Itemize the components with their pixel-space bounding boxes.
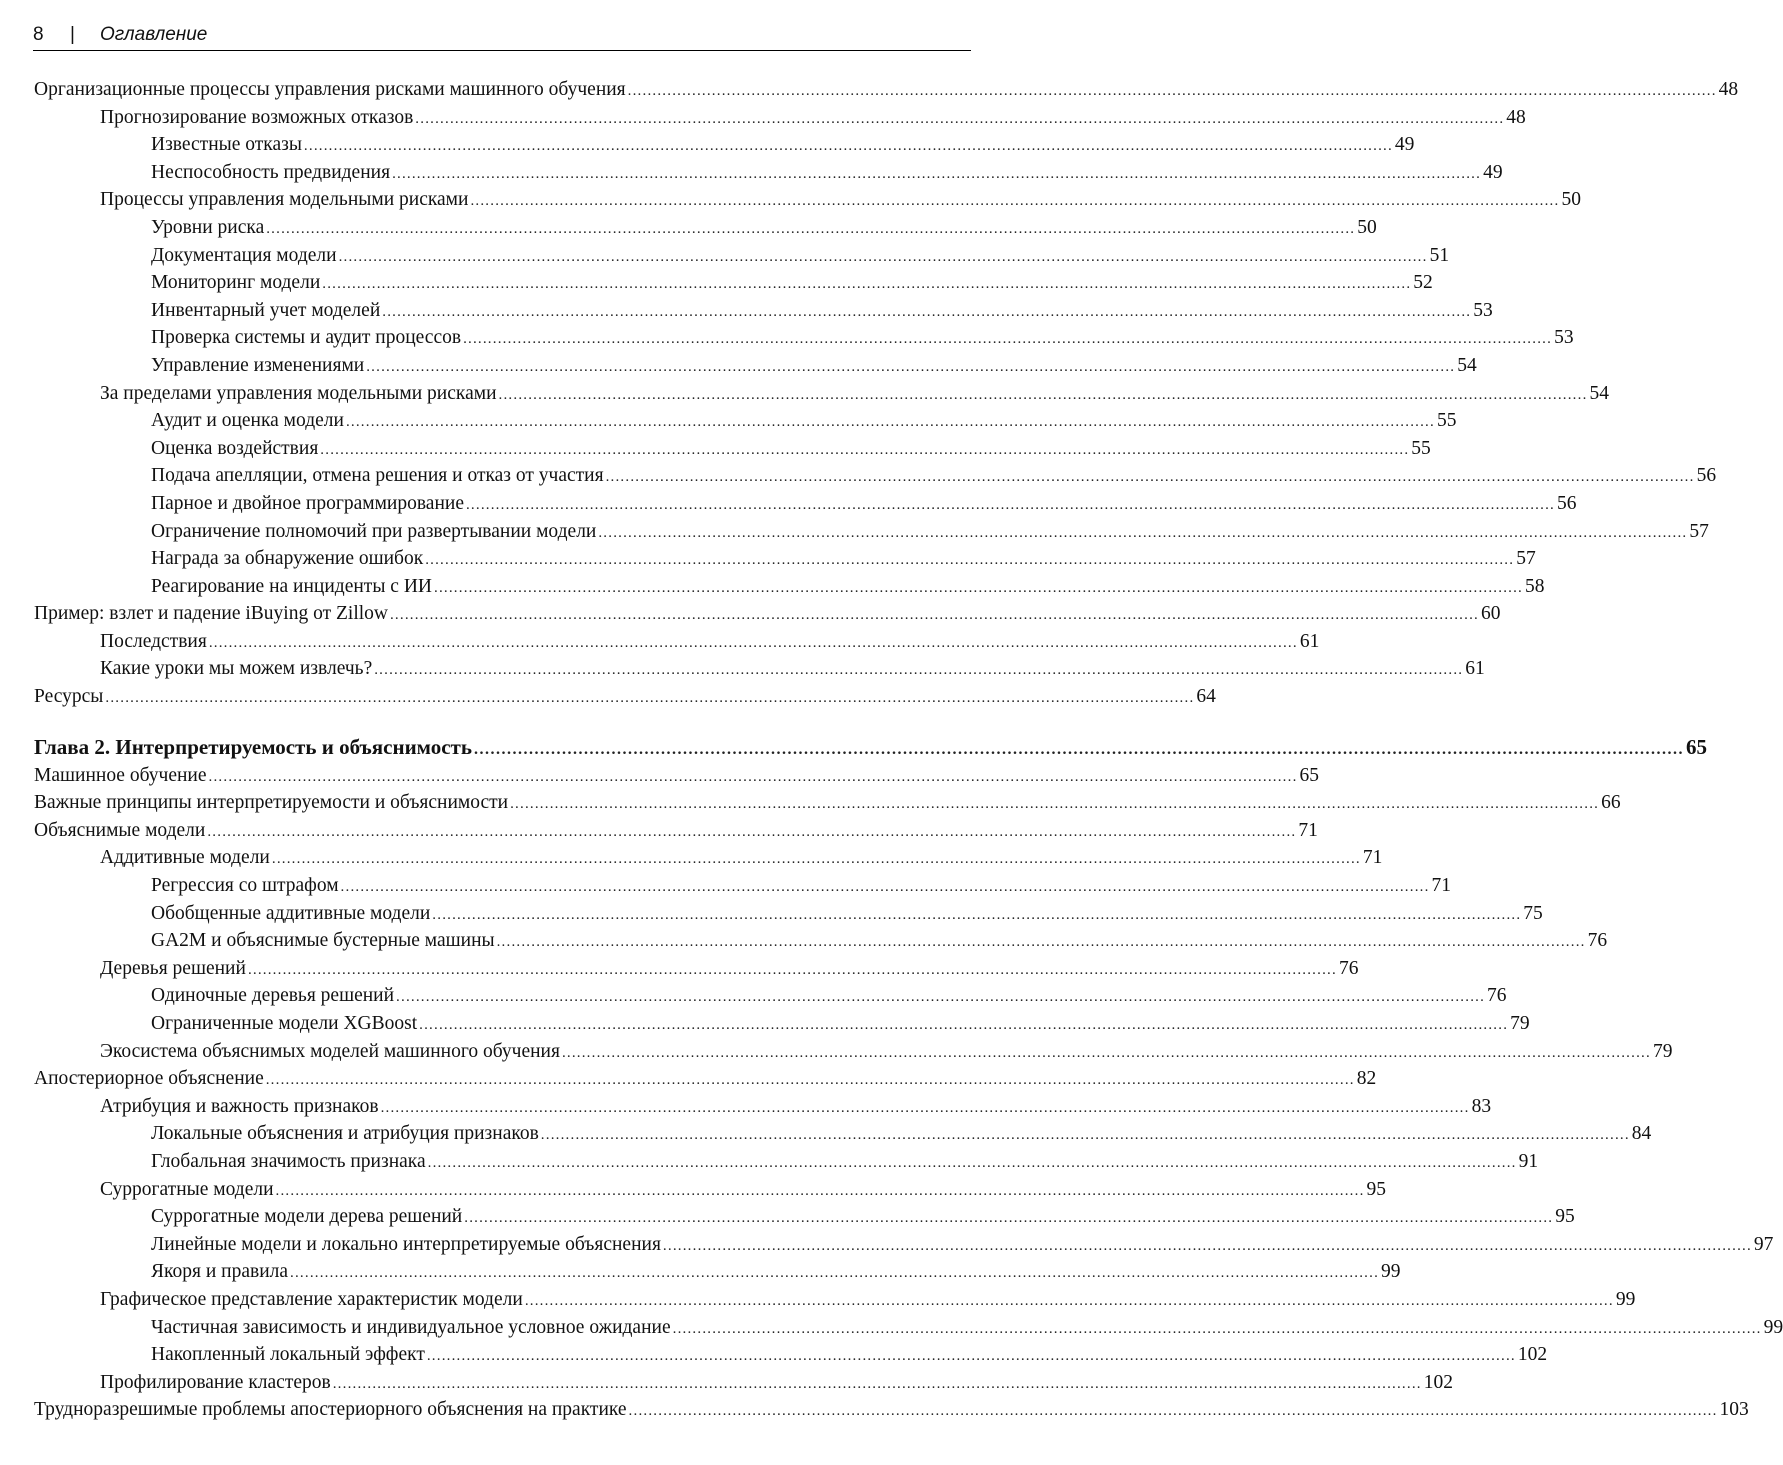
- dot-leader: ............................................................................................................................................................................................................................: [425, 552, 1515, 569]
- dot-leader: ............................................................................................................................................................................................................................: [340, 879, 1430, 896]
- toc-entry-page: 75: [1523, 902, 1543, 924]
- toc-entry-title: Экосистема объяснимых моделей машинного обучения: [100, 1040, 560, 1062]
- toc-entry[interactable]: [34, 600, 1501, 628]
- toc-entry-title: Одиночные деревья решений: [151, 985, 395, 1007]
- dot-leader: ............................................................................................................................................................................................................................: [465, 496, 1555, 513]
- dot-leader: ............................................................................................................................................................................................................................: [415, 110, 1505, 127]
- toc-entry[interactable]: [34, 462, 1717, 490]
- toc-entry[interactable]: [34, 1203, 1575, 1231]
- dot-leader: ............................................................................................................................................................................................................................: [247, 961, 1337, 978]
- toc-entry[interactable]: [34, 1258, 1401, 1286]
- toc-entry-title: За пределами управления модельными рисками: [100, 382, 497, 404]
- dot-leader: ............................................................................................................................................................................................................................: [322, 276, 1412, 293]
- dot-leader: ............................................................................................................................................................................................................................: [498, 386, 1588, 403]
- toc-entry-title: Атрибуция и важность признаков: [100, 1095, 379, 1117]
- toc-entry-title: Регрессия со штрафом: [151, 875, 339, 897]
- toc-entry-page: 65: [1685, 734, 1707, 759]
- dot-leader: ............................................................................................................................................................................................................................: [561, 1044, 1651, 1061]
- toc-entry-page: 54: [1457, 354, 1477, 376]
- dot-leader: ............................................................................................................................................................................................................................: [432, 906, 1522, 923]
- toc-entry[interactable]: [34, 1010, 1530, 1038]
- toc-entry[interactable]: [34, 490, 1577, 518]
- toc-entry-title: Обобщенные аддитивные модели: [151, 902, 431, 924]
- toc-chapter-entry[interactable]: [34, 732, 1707, 762]
- toc-entry-page: 61: [1299, 630, 1320, 652]
- toc-entry-title: Известные отказы: [151, 134, 302, 156]
- dot-leader: ............................................................................................................................................................................................................................: [524, 1292, 1614, 1309]
- toc-entry-title: Апостериорное объяснение: [34, 1068, 264, 1090]
- toc-entry-page: 76: [1338, 957, 1359, 979]
- dot-leader: ............................................................................................................................................................................................................................: [662, 1237, 1752, 1254]
- toc-entry-title: Подача апелляции, отмена решения и отказ от участия: [151, 465, 604, 487]
- toc-entry[interactable]: [34, 1148, 1539, 1176]
- toc-entry[interactable]: [34, 1369, 1453, 1397]
- toc-entry-title: Аддитивные модели: [100, 847, 270, 869]
- toc-entry-title: Накопленный локальный эффект: [151, 1344, 425, 1366]
- toc-entry[interactable]: [34, 872, 1452, 900]
- dot-leader: ............................................................................................................................................................................................................................: [266, 220, 1356, 237]
- dot-leader: ............................................................................................................................................................................................................................: [496, 934, 1586, 951]
- dot-leader: ............................................................................................................................................................................................................................: [345, 414, 1435, 431]
- toc-entry-page: 102: [1517, 1344, 1548, 1366]
- dot-leader: ............................................................................................................................................................................................................................: [207, 823, 1297, 840]
- toc-entry[interactable]: [34, 982, 1507, 1010]
- dot-leader: ............................................................................................................................................................................................................................: [332, 1375, 1422, 1392]
- dot-leader: ............................................................................................................................................................................................................................: [605, 469, 1695, 486]
- toc-entry[interactable]: [34, 1341, 1548, 1369]
- dot-leader: ............................................................................................................................................................................................................................: [275, 1182, 1365, 1199]
- dot-leader: ............................................................................................................................................................................................................................: [208, 768, 1298, 785]
- toc-entry[interactable]: [34, 186, 1581, 214]
- dot-leader: ............................................................................................................................................................................................................................: [271, 851, 1361, 868]
- toc-entry[interactable]: [34, 131, 1415, 159]
- toc-entry-page: 82: [1356, 1068, 1377, 1090]
- toc-entry-title: Награда за обнаружение ошибок: [151, 548, 424, 570]
- toc-entry-title: Неспособность предвидения: [151, 161, 391, 183]
- dot-leader: ............................................................................................................................................................................................................................: [382, 303, 1472, 320]
- dot-leader: ............................................................................................................................................................................................................................: [463, 331, 1553, 348]
- toc-entry[interactable]: [34, 269, 1433, 297]
- toc-entry-title: Последствия: [100, 630, 207, 652]
- toc-entry-page: 51: [1429, 244, 1450, 266]
- toc-entry-page: 71: [1431, 875, 1452, 897]
- toc-entry-page: 49: [1483, 161, 1503, 183]
- toc-entry-title: Суррогатные модели: [100, 1178, 274, 1200]
- dot-leader: ............................................................................................................................................................................................................................: [434, 579, 1523, 596]
- toc-entry[interactable]: [34, 104, 1526, 132]
- toc-entry-title: Уровни риска: [151, 216, 265, 238]
- toc-entry[interactable]: [34, 407, 1457, 435]
- dot-leader: ............................................................................................................................................................................................................................: [265, 1072, 1355, 1089]
- toc-entry-title: Графическое представление характеристик модели: [100, 1288, 523, 1310]
- toc-entry-title: Ограниченные модели XGBoost: [151, 1013, 418, 1034]
- toc-entry[interactable]: [34, 324, 1574, 352]
- toc-entry[interactable]: [34, 1093, 1492, 1121]
- toc-entry-page: 57: [1516, 548, 1536, 570]
- toc-entry[interactable]: [34, 1396, 1749, 1424]
- toc-entry-title: Ресурсы: [34, 686, 104, 708]
- dot-leader: ............................................................................................................................................................................................................................: [396, 989, 1486, 1006]
- dot-leader: ............................................................................................................................................................................................................................: [105, 690, 1195, 707]
- toc-entry[interactable]: [34, 900, 1543, 928]
- dot-leader: ............................................................................................................................................................................................................................: [628, 1403, 1718, 1420]
- toc-entry[interactable]: [34, 844, 1383, 872]
- toc-entry-page: 54: [1589, 382, 1610, 404]
- toc-entry-title: Глобальная значимость признака: [151, 1150, 426, 1172]
- toc-entry[interactable]: [34, 242, 1450, 270]
- toc-entry-page: 79: [1510, 1013, 1530, 1034]
- toc-entry-page: 61: [1465, 658, 1485, 680]
- toc-entry-page: 99: [1763, 1316, 1783, 1338]
- toc-entry[interactable]: [34, 76, 1739, 104]
- toc-entry-title: Линейные модели и локально интерпретируемые объяснения: [151, 1233, 661, 1255]
- toc-entry[interactable]: [34, 1038, 1673, 1066]
- toc-entry-page: 56: [1696, 465, 1717, 487]
- toc-entry-page: 49: [1394, 134, 1415, 156]
- toc-entry-page: 55: [1436, 410, 1457, 432]
- dot-leader: ............................................................................................................................................................................................................................: [470, 193, 1560, 210]
- toc-entry-page: 53: [1473, 299, 1493, 321]
- dot-leader: ............................................................................................................................................................................................................................: [419, 1017, 1509, 1033]
- toc-entry[interactable]: [34, 955, 1359, 983]
- dot-leader: ............................................................................................................................................................................................................................: [510, 796, 1600, 813]
- toc-entry-page: 103: [1719, 1399, 1749, 1421]
- toc-entry-title: Локальные объяснения и атрибуция признаков: [151, 1123, 539, 1145]
- toc-entry-title: Проверка системы и аудит процессов: [151, 327, 462, 349]
- toc-entry-title: Организационные процессы управления рисками машинного обучения: [34, 79, 626, 100]
- toc-entry[interactable]: [34, 1120, 1652, 1148]
- toc-entry-page: 50: [1357, 216, 1377, 238]
- toc-entry-title: Какие уроки мы можем извлечь?: [100, 658, 373, 680]
- dot-leader: ............................................................................................................................................................................................................................: [392, 165, 1482, 182]
- toc-entry-page: 76: [1487, 985, 1507, 1007]
- toc-entry-page: 71: [1362, 847, 1383, 869]
- toc-entry-page: 48: [1718, 79, 1739, 100]
- toc-entry-page: 55: [1411, 437, 1431, 459]
- toc-entry[interactable]: [34, 655, 1485, 683]
- toc-entry-page: 71: [1298, 819, 1318, 841]
- toc-entry[interactable]: [34, 573, 1545, 601]
- toc-entry-page: 56: [1556, 492, 1577, 514]
- toc-entry[interactable]: [34, 628, 1320, 656]
- toc-entry[interactable]: [34, 297, 1493, 325]
- toc-entry-title: Объяснимые модели: [34, 819, 206, 841]
- toc-entry[interactable]: [34, 1286, 1636, 1314]
- toc-entry-title: Профилирование кластеров: [100, 1371, 331, 1393]
- dot-leader: ............................................................................................................................................................................................................................: [208, 634, 1298, 651]
- toc-entry-page: 102: [1423, 1371, 1453, 1393]
- toc-entry-title: Инвентарный учет моделей: [151, 299, 381, 321]
- page-number: 8: [33, 24, 44, 45]
- toc-entry-title: Документация модели: [151, 244, 337, 266]
- toc-entry[interactable]: [34, 435, 1431, 463]
- header-separator: |: [70, 24, 75, 45]
- toc-entry-title: Оценка воздействия: [151, 437, 319, 459]
- toc-entry-title: Деревья решений: [100, 957, 246, 979]
- toc-entry-title: GA2M и объяснимые бустерные машины: [151, 930, 495, 952]
- toc-entry[interactable]: [34, 1176, 1387, 1204]
- toc-entry-page: 53: [1554, 327, 1574, 349]
- toc-entry[interactable]: [34, 1314, 1783, 1342]
- toc-entry[interactable]: [34, 380, 1610, 408]
- toc-entry[interactable]: [34, 817, 1318, 845]
- toc-entry-page: 95: [1366, 1178, 1387, 1200]
- dot-leader: ............................................................................................................................................................................................................................: [426, 1348, 1516, 1365]
- toc-entry-page: 99: [1381, 1261, 1401, 1283]
- toc-entry-title: Пример: взлет и падение iBuying от Zillow: [34, 603, 388, 625]
- toc-entry-title: Якоря и правила: [151, 1261, 289, 1283]
- toc-entry[interactable]: [34, 1065, 1377, 1093]
- dot-leader: ............................................................................................................................................................................................................................: [627, 83, 1717, 99]
- dot-leader: ............................................................................................................................................................................................................................: [473, 740, 1684, 758]
- toc-entry-page: 66: [1601, 792, 1621, 814]
- dot-leader: ............................................................................................................................................................................................................................: [338, 248, 1428, 265]
- dot-leader: ............................................................................................................................................................................................................................: [540, 1127, 1630, 1144]
- toc-entry-title: Мониторинг модели: [151, 272, 321, 294]
- toc-entry[interactable]: [34, 762, 1320, 790]
- toc-entry-page: 83: [1471, 1095, 1492, 1117]
- toc-entry-page: 65: [1299, 764, 1320, 786]
- dot-leader: ............................................................................................................................................................................................................................: [320, 441, 1410, 458]
- toc-entry-page: 52: [1413, 272, 1433, 294]
- toc-entry-page: 91: [1518, 1150, 1539, 1172]
- toc-entry-title: Частичная зависимость и индивидуальное условное ожидание: [151, 1316, 671, 1338]
- toc-entry-page: 76: [1587, 930, 1608, 952]
- dot-leader: ............................................................................................................................................................................................................................: [464, 1210, 1554, 1227]
- toc-entry[interactable]: [34, 214, 1377, 242]
- toc-entry-title: Парное и двойное программирование: [151, 492, 464, 514]
- table-of-contents: [34, 76, 1783, 1424]
- dot-leader: ............................................................................................................................................................................................................................: [290, 1265, 1380, 1282]
- dot-leader: ............................................................................................................................................................................................................................: [427, 1154, 1517, 1171]
- toc-entry[interactable]: [34, 789, 1621, 817]
- toc-entry-title: Аудит и оценка модели: [151, 410, 344, 432]
- dot-leader: ............................................................................................................................................................................................................................: [303, 138, 1393, 155]
- toc-entry-page: 84: [1631, 1123, 1652, 1145]
- toc-entry-title: Процессы управления модельными рисками: [100, 189, 469, 211]
- toc-entry-title: Машинное обучение: [34, 764, 207, 786]
- dot-leader: ............................................................................................................................................................................................................................: [380, 1099, 1470, 1116]
- toc-entry-title: Управление изменениями: [151, 354, 365, 376]
- toc-entry-page: 99: [1615, 1288, 1636, 1310]
- toc-entry-page: 97: [1753, 1233, 1774, 1255]
- toc-entry[interactable]: [34, 927, 1608, 955]
- toc-entry-page: 60: [1480, 603, 1501, 625]
- dot-leader: ............................................................................................................................................................................................................................: [672, 1320, 1762, 1337]
- toc-entry[interactable]: [34, 1231, 1774, 1259]
- toc-entry-page: 58: [1525, 575, 1545, 597]
- toc-entry[interactable]: [34, 545, 1536, 573]
- toc-entry-title: Глава 2. Интерпретируемость и объяснимость: [34, 734, 472, 759]
- dot-leader: ............................................................................................................................................................................................................................: [598, 524, 1688, 541]
- toc-entry[interactable]: [34, 518, 1709, 546]
- toc-entry-title: Трудноразрешимые проблемы апостериорного объяснения на практике: [34, 1399, 627, 1421]
- section-title: Оглавление: [100, 24, 208, 45]
- toc-entry-title: Реагирование на инциденты с ИИ: [151, 575, 432, 597]
- dot-leader: ............................................................................................................................................................................................................................: [389, 607, 1479, 624]
- toc-entry-title: Важные принципы интерпретируемости и объяснимости: [34, 792, 509, 814]
- toc-entry-page: 50: [1561, 189, 1581, 211]
- toc-entry[interactable]: [34, 352, 1477, 380]
- toc-entry-page: 48: [1506, 106, 1526, 128]
- toc-entry-title: Суррогатные модели дерева решений: [151, 1206, 463, 1228]
- toc-entry-title: Ограничение полномочий при развертывании модели: [151, 520, 597, 542]
- dot-leader: ............................................................................................................................................................................................................................: [374, 662, 1464, 679]
- running-header: [33, 24, 971, 51]
- toc-entry[interactable]: [34, 683, 1216, 711]
- dot-leader: ............................................................................................................................................................................................................................: [366, 358, 1456, 375]
- toc-entry[interactable]: [34, 159, 1503, 187]
- toc-entry-page: 64: [1196, 686, 1216, 708]
- toc-entry-page: 95: [1555, 1206, 1575, 1228]
- toc-entry-page: 57: [1689, 520, 1709, 542]
- toc-entry-title: Прогнозирование возможных отказов: [100, 106, 414, 128]
- toc-entry-page: 79: [1652, 1040, 1673, 1062]
